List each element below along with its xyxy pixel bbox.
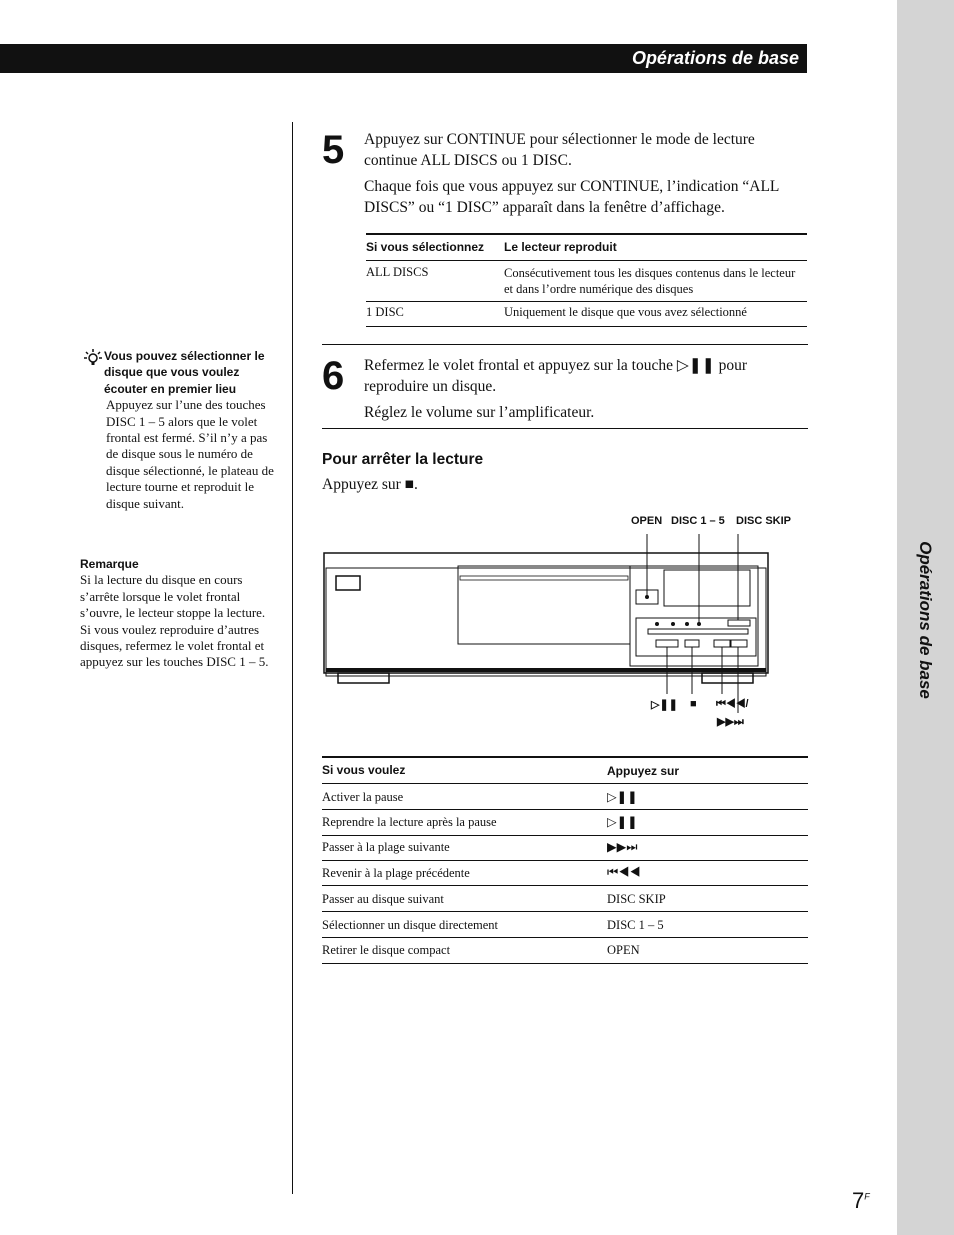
page-number: $7^F$ xyxy=(852,1188,870,1213)
ops-table-cell: ▷❚❚ xyxy=(607,815,638,829)
mode-table-cell: Uniquement le disque que vous avez sélectionné xyxy=(504,305,747,319)
step6-volume-note: Réglez le volume sur l’amplificateur. xyxy=(364,404,595,421)
table-rule xyxy=(322,783,808,784)
step5-explanation: Chaque fois que vous appuyez sur CONTINUE, l’indication “ALL DISCS” ou “1 DISC” apparaît dans la fenêtre d’affichage. xyxy=(364,178,779,216)
ops-table-cell: OPEN xyxy=(607,943,640,957)
table-rule xyxy=(366,233,807,235)
table-rule xyxy=(322,911,808,912)
ops-table-cell: Retirer le disque compact xyxy=(322,943,451,957)
diagram-label-next: ▶▶⏭ xyxy=(717,716,744,728)
tip-body: Appuyez sur l’une des touches DISC 1 – 5 alors que le volet frontal est fermé. S’il n’y a pas de disque sous le numéro de disque sélectionné, le plateau de lecture tourne et reproduit le disque suivant. xyxy=(106,397,274,511)
ops-table-cell: Passer à la plage suivante xyxy=(322,840,450,854)
table-rule xyxy=(366,301,807,302)
table-rule xyxy=(322,963,808,964)
table-rule xyxy=(322,860,808,861)
note-box xyxy=(80,556,275,671)
ops-table-cell: Revenir à la plage précédente xyxy=(322,866,470,880)
ops-table-header-2: Appuyez sur xyxy=(607,764,680,778)
stop-section-title: Pour arrêter la lecture xyxy=(322,451,484,468)
ops-table-cell: Sélectionner un disque directement xyxy=(322,918,498,932)
stop-instruction: Appuyez sur ■. xyxy=(322,476,418,493)
table-rule xyxy=(322,937,808,938)
table-rule xyxy=(366,326,807,327)
note-paragraph: Si vous voulez reproduire d’autres disques, refermez le volet frontal et appuyez sur les touches DISC 1 – 5. xyxy=(80,621,269,670)
section-header xyxy=(0,44,807,73)
ops-table-cell: DISC SKIP xyxy=(607,892,666,906)
step-separator xyxy=(322,428,808,429)
ops-table-cell: ⏮◀◀ xyxy=(607,865,641,879)
mode-table-cell: 1 DISC xyxy=(366,305,404,319)
diagram-label-open: OPEN xyxy=(631,515,663,527)
ops-table-cell: Activer la pause xyxy=(322,790,404,804)
diagram-label-disc: DISC 1 – 5 xyxy=(671,515,725,527)
lightbulb-icon xyxy=(82,348,102,374)
ops-table-cell: Reprendre la lecture après la pause xyxy=(322,815,497,829)
note-paragraph: Si la lecture du disque en cours s’arrête lorsque le volet frontal s’ouvre, le lecteur stoppe la lecture. xyxy=(80,572,266,621)
step-number-6: 6 xyxy=(322,354,345,398)
diagram-label-play: ▷❚❚ xyxy=(651,699,678,711)
table-rule xyxy=(322,756,808,758)
mode-table-header-1: Si vous sélectionnez xyxy=(366,240,485,254)
diagram-label-stop: ■ xyxy=(690,698,697,710)
table-rule xyxy=(322,809,808,810)
step6-instruction: Refermez le volet frontal et appuyez sur la touche ▷❚❚ pour reproduire un disque. xyxy=(364,357,748,395)
table-rule xyxy=(322,835,808,836)
ops-table-cell: DISC 1 – 5 xyxy=(607,918,664,932)
step5-instruction: Appuyez sur CONTINUE pour sélectionner le mode de lecture continue ALL DISCS ou 1 DISC. xyxy=(364,131,755,169)
ops-table-cell: Passer au disque suivant xyxy=(322,892,444,906)
column-divider xyxy=(292,122,293,1194)
diagram-label-skip: DISC SKIP xyxy=(736,515,792,527)
mode-table-cell: Consécutivement tous les disques contenus dans le lecteur et dans l’ordre numérique des disques xyxy=(504,266,796,296)
table-rule xyxy=(366,260,807,261)
ops-table-header-1: Si vous voulez xyxy=(322,763,406,777)
step-number-5: 5 xyxy=(322,128,345,172)
note-title: Remarque xyxy=(80,557,139,571)
section-title: Opérations de base xyxy=(631,48,799,68)
diagram-label-prev: ⏮◀◀/ xyxy=(716,698,749,710)
step-separator xyxy=(322,344,808,345)
mode-table-cell: ALL DISCS xyxy=(366,265,429,279)
mode-table-header-2: Le lecteur reproduit xyxy=(504,240,617,254)
ops-table-cell: ▷❚❚ xyxy=(607,790,638,804)
ops-table-cell: ▶▶⏭ xyxy=(607,840,638,854)
tip-title: Vous pouvez sélectionner le disque que vous voulez écouter en premier lieu xyxy=(104,349,265,396)
table-rule xyxy=(322,885,808,886)
tip-box xyxy=(80,348,280,512)
